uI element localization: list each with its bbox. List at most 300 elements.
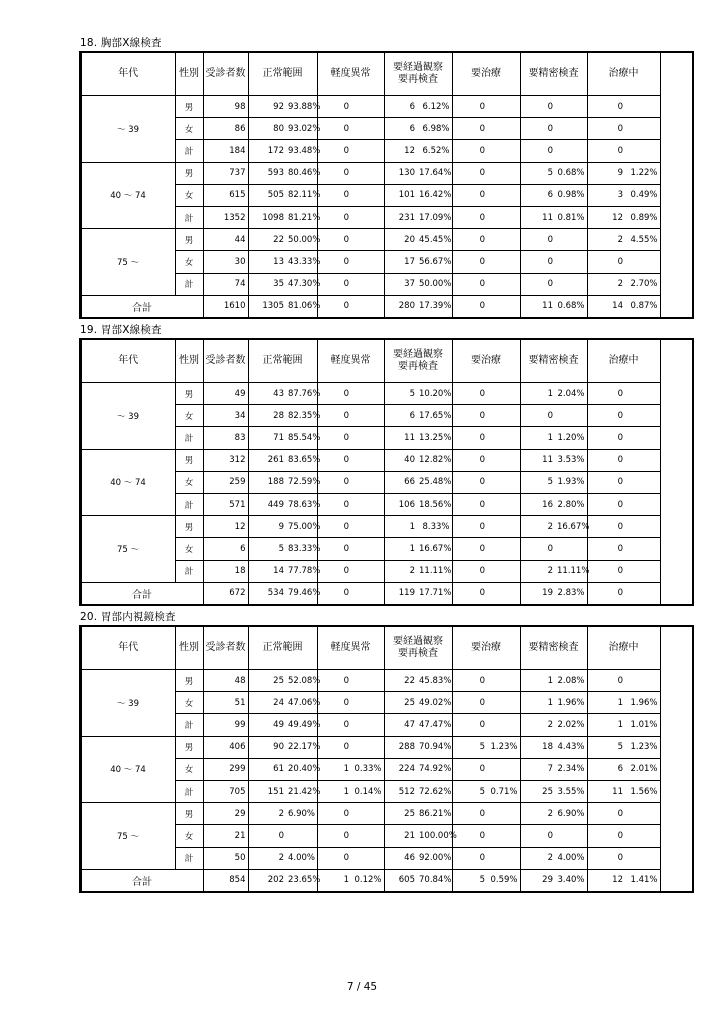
header-row [81, 627, 692, 670]
total-row [81, 869, 692, 891]
sex-cell: 女 [175, 538, 203, 560]
det-count-cell: 2 [520, 516, 555, 538]
normal-percent-cell: 93.88% [286, 96, 317, 118]
mild-count-cell: 0 [317, 692, 351, 714]
treat-percent-cell [487, 118, 520, 140]
total-det-percent-cell: 0.68% [555, 295, 587, 317]
total-normal-percent-cell: 23.65% [286, 869, 317, 891]
normal-count-cell: 2 [248, 847, 286, 869]
sex-cell: 男 [175, 449, 203, 471]
mild-percent-cell [351, 538, 384, 560]
total-label-cell: 合計 [81, 582, 203, 604]
normal-count-cell: 9 [248, 516, 286, 538]
header-observe [384, 53, 452, 96]
under-count-cell: 0 [587, 140, 625, 162]
normal-count-cell: 0 [248, 825, 286, 847]
obs-percent-cell: 18.56% [417, 493, 452, 515]
det-count-cell: 0 [520, 273, 555, 295]
under-count-cell: 2 [587, 229, 625, 251]
normal-count-cell: 35 [248, 273, 286, 295]
treat-count-cell: 0 [452, 560, 487, 582]
header-normal: 正常範囲 [248, 53, 317, 96]
under-percent-cell [625, 825, 660, 847]
obs-percent-cell: 6.98% [417, 118, 452, 140]
normal-percent-cell: 4.00% [286, 847, 317, 869]
mild-percent-cell [351, 847, 384, 869]
det-percent-cell [555, 96, 587, 118]
obs-percent-cell: 12.82% [417, 449, 452, 471]
examinees-cell: 74 [203, 273, 248, 295]
normal-percent-cell: 6.90% [286, 803, 317, 825]
total-mild-percent-cell [351, 582, 384, 604]
total-label-cell: 合計 [81, 869, 203, 891]
examinees-cell: 184 [203, 140, 248, 162]
header-treatment: 要治療 [452, 627, 520, 670]
examinees-cell: 12 [203, 516, 248, 538]
under-percent-cell: 0.89% [625, 206, 660, 228]
treat-percent-cell [487, 229, 520, 251]
treat-count-cell: 0 [452, 383, 487, 405]
age-group-cell: 75 ～ [81, 803, 175, 870]
obs-count-cell: 224 [384, 758, 417, 780]
total-obs-percent-cell: 17.71% [417, 582, 452, 604]
mild-count-cell: 0 [317, 825, 351, 847]
mild-percent-cell [351, 427, 384, 449]
normal-count-cell: 24 [248, 692, 286, 714]
under-percent-cell: 4.55% [625, 229, 660, 251]
obs-count-cell: 40 [384, 449, 417, 471]
mild-percent-cell [351, 692, 384, 714]
det-count-cell: 18 [520, 736, 555, 758]
treat-percent-cell [487, 847, 520, 869]
under-percent-cell: 1.01% [625, 714, 660, 736]
treat-percent-cell [487, 670, 520, 692]
normal-count-cell: 188 [248, 471, 286, 493]
under-percent-cell: 2.01% [625, 758, 660, 780]
under-percent-cell [625, 493, 660, 515]
normal-percent-cell: 47.30% [286, 273, 317, 295]
det-percent-cell: 4.43% [555, 736, 587, 758]
obs-count-cell: 22 [384, 670, 417, 692]
normal-percent-cell: 49.49% [286, 714, 317, 736]
examinees-cell: 48 [203, 670, 248, 692]
results-table [80, 626, 693, 892]
under-percent-cell [625, 803, 660, 825]
obs-percent-cell: 92.00% [417, 847, 452, 869]
det-count-cell: 2 [520, 847, 555, 869]
det-count-cell: 1 [520, 692, 555, 714]
mild-count-cell: 0 [317, 118, 351, 140]
treat-percent-cell [487, 493, 520, 515]
table-row [81, 670, 692, 692]
mild-count-cell: 0 [317, 206, 351, 228]
under-count-cell: 0 [587, 538, 625, 560]
normal-count-cell: 261 [248, 449, 286, 471]
under-count-cell: 0 [587, 427, 625, 449]
obs-percent-cell: 56.67% [417, 251, 452, 273]
treat-percent-cell [487, 471, 520, 493]
examinees-cell: 406 [203, 736, 248, 758]
total-examinees-cell: 854 [203, 869, 248, 891]
sex-cell: 計 [175, 206, 203, 228]
under-percent-cell [625, 471, 660, 493]
treat-percent-cell [487, 383, 520, 405]
header-mild: 軽度異常 [317, 627, 384, 670]
total-treat-count-cell: 5 [452, 869, 487, 891]
total-label-cell: 合計 [81, 295, 203, 317]
header-sex: 性別 [175, 627, 203, 670]
sex-cell: 男 [175, 162, 203, 184]
det-count-cell: 2 [520, 714, 555, 736]
mild-count-cell: 1 [317, 780, 351, 802]
sex-cell: 女 [175, 251, 203, 273]
normal-percent-cell: 21.42% [286, 780, 317, 802]
obs-count-cell: 47 [384, 714, 417, 736]
mild-count-cell: 0 [317, 229, 351, 251]
treat-percent-cell [487, 206, 520, 228]
under-count-cell: 0 [587, 670, 625, 692]
treat-percent-cell [487, 692, 520, 714]
under-percent-cell [625, 516, 660, 538]
treat-percent-cell [487, 714, 520, 736]
mild-percent-cell [351, 162, 384, 184]
under-count-cell: 0 [587, 449, 625, 471]
header-observe [384, 627, 452, 670]
normal-count-cell: 14 [248, 560, 286, 582]
det-percent-cell [555, 825, 587, 847]
under-percent-cell: 0.49% [625, 184, 660, 206]
mild-count-cell: 0 [317, 560, 351, 582]
treat-count-cell: 0 [452, 670, 487, 692]
under-count-cell: 0 [587, 383, 625, 405]
sex-cell: 計 [175, 560, 203, 582]
det-percent-cell: 2.08% [555, 670, 587, 692]
treat-count-cell: 0 [452, 471, 487, 493]
sex-cell: 男 [175, 516, 203, 538]
mild-count-cell: 0 [317, 405, 351, 427]
obs-count-cell: 12 [384, 140, 417, 162]
under-count-cell: 3 [587, 184, 625, 206]
mild-percent-cell [351, 405, 384, 427]
total-mild-percent-cell [351, 295, 384, 317]
under-percent-cell [625, 251, 660, 273]
total-mild-count-cell: 0 [317, 582, 351, 604]
age-group-cell: 40 ～ 74 [81, 449, 175, 516]
mild-percent-cell [351, 206, 384, 228]
total-mild-count-cell: 0 [317, 295, 351, 317]
header-row [81, 340, 692, 383]
under-count-cell: 9 [587, 162, 625, 184]
obs-percent-cell: 45.45% [417, 229, 452, 251]
sex-cell: 女 [175, 758, 203, 780]
mild-count-cell: 0 [317, 383, 351, 405]
table-row [81, 803, 692, 825]
normal-count-cell: 43 [248, 383, 286, 405]
examinees-cell: 705 [203, 780, 248, 802]
header-sex: 性別 [175, 53, 203, 96]
header-observe-line1: 要経過観察 [393, 62, 443, 73]
sex-cell: 女 [175, 692, 203, 714]
obs-count-cell: 2 [384, 560, 417, 582]
normal-percent-cell: 77.78% [286, 560, 317, 582]
treat-count-cell: 0 [452, 96, 487, 118]
treat-count-cell: 0 [452, 118, 487, 140]
treat-percent-cell [487, 825, 520, 847]
examinees-cell: 737 [203, 162, 248, 184]
normal-count-cell: 593 [248, 162, 286, 184]
header-normal: 正常範囲 [248, 340, 317, 383]
obs-percent-cell: 16.67% [417, 538, 452, 560]
under-percent-cell: 1.56% [625, 780, 660, 802]
mild-percent-cell [351, 560, 384, 582]
treat-count-cell: 0 [452, 140, 487, 162]
normal-percent-cell: 50.00% [286, 229, 317, 251]
det-count-cell: 0 [520, 825, 555, 847]
obs-percent-cell: 6.12% [417, 96, 452, 118]
treat-count-cell: 0 [452, 825, 487, 847]
treat-percent-cell: 0.71% [487, 780, 520, 802]
mild-percent-cell [351, 184, 384, 206]
treat-count-cell: 0 [452, 229, 487, 251]
examinees-cell: 83 [203, 427, 248, 449]
obs-count-cell: 231 [384, 206, 417, 228]
total-under-percent-cell [625, 582, 660, 604]
mild-count-cell: 0 [317, 736, 351, 758]
obs-count-cell: 25 [384, 692, 417, 714]
examinees-cell: 29 [203, 803, 248, 825]
mild-percent-cell [351, 471, 384, 493]
mild-percent-cell [351, 118, 384, 140]
total-row [81, 295, 692, 317]
under-percent-cell [625, 560, 660, 582]
det-count-cell: 25 [520, 780, 555, 802]
obs-count-cell: 25 [384, 803, 417, 825]
normal-count-cell: 92 [248, 96, 286, 118]
treat-count-cell: 0 [452, 184, 487, 206]
obs-count-cell: 5 [384, 383, 417, 405]
total-under-percent-cell: 1.41% [625, 869, 660, 891]
examinees-cell: 50 [203, 847, 248, 869]
obs-count-cell: 20 [384, 229, 417, 251]
mild-count-cell: 0 [317, 538, 351, 560]
obs-percent-cell: 16.42% [417, 184, 452, 206]
under-percent-cell [625, 96, 660, 118]
header-detailed: 要精密検査 [520, 53, 587, 96]
sex-cell: 計 [175, 140, 203, 162]
obs-percent-cell: 100.00% [417, 825, 452, 847]
mild-percent-cell [351, 736, 384, 758]
under-count-cell: 0 [587, 516, 625, 538]
obs-count-cell: 1 [384, 516, 417, 538]
header-normal: 正常範囲 [248, 627, 317, 670]
obs-percent-cell: 17.64% [417, 162, 452, 184]
normal-count-cell: 49 [248, 714, 286, 736]
examinees-cell: 49 [203, 383, 248, 405]
header-row [81, 53, 692, 96]
mild-count-cell: 0 [317, 251, 351, 273]
examinees-cell: 571 [203, 493, 248, 515]
examinees-cell: 18 [203, 560, 248, 582]
det-count-cell: 0 [520, 229, 555, 251]
obs-percent-cell: 86.21% [417, 803, 452, 825]
mild-count-cell: 0 [317, 162, 351, 184]
treat-count-cell: 0 [452, 692, 487, 714]
obs-percent-cell: 74.92% [417, 758, 452, 780]
under-percent-cell: 1.22% [625, 162, 660, 184]
under-count-cell: 0 [587, 803, 625, 825]
normal-percent-cell: 80.46% [286, 162, 317, 184]
mild-count-cell: 0 [317, 449, 351, 471]
examinees-cell: 21 [203, 825, 248, 847]
examinees-cell: 98 [203, 96, 248, 118]
mild-count-cell: 0 [317, 714, 351, 736]
obs-count-cell: 11 [384, 427, 417, 449]
sex-cell: 女 [175, 405, 203, 427]
under-count-cell: 1 [587, 692, 625, 714]
normal-percent-cell: 47.06% [286, 692, 317, 714]
det-percent-cell [555, 538, 587, 560]
det-count-cell: 16 [520, 493, 555, 515]
examinees-cell: 312 [203, 449, 248, 471]
det-percent-cell: 0.98% [555, 184, 587, 206]
obs-count-cell: 130 [384, 162, 417, 184]
treat-percent-cell [487, 449, 520, 471]
det-count-cell: 0 [520, 96, 555, 118]
treat-count-cell: 0 [452, 538, 487, 560]
normal-percent-cell: 43.33% [286, 251, 317, 273]
treat-count-cell: 0 [452, 803, 487, 825]
treat-count-cell: 5 [452, 780, 487, 802]
det-percent-cell: 1.93% [555, 471, 587, 493]
header-treatment: 要治療 [452, 340, 520, 383]
det-count-cell: 0 [520, 118, 555, 140]
obs-count-cell: 66 [384, 471, 417, 493]
normal-count-cell: 28 [248, 405, 286, 427]
table-row [81, 96, 692, 118]
obs-percent-cell: 13.25% [417, 427, 452, 449]
obs-count-cell: 6 [384, 96, 417, 118]
det-percent-cell: 2.04% [555, 383, 587, 405]
under-count-cell: 11 [587, 780, 625, 802]
normal-count-cell: 13 [248, 251, 286, 273]
total-normal-percent-cell: 79.46% [286, 582, 317, 604]
obs-count-cell: 101 [384, 184, 417, 206]
mild-percent-cell [351, 251, 384, 273]
treat-percent-cell [487, 162, 520, 184]
under-percent-cell [625, 670, 660, 692]
treat-percent-cell [487, 803, 520, 825]
det-percent-cell: 2.34% [555, 758, 587, 780]
obs-percent-cell: 8.33% [417, 516, 452, 538]
examinees-cell: 615 [203, 184, 248, 206]
header-treatment: 要治療 [452, 53, 520, 96]
mild-percent-cell [351, 449, 384, 471]
sex-cell: 女 [175, 471, 203, 493]
under-percent-cell [625, 383, 660, 405]
det-count-cell: 11 [520, 206, 555, 228]
obs-count-cell: 46 [384, 847, 417, 869]
treat-percent-cell [487, 538, 520, 560]
results-table [80, 52, 693, 318]
obs-count-cell: 512 [384, 780, 417, 802]
treat-percent-cell [487, 427, 520, 449]
sex-cell: 男 [175, 670, 203, 692]
treat-percent-cell [487, 184, 520, 206]
header-mild: 軽度異常 [317, 340, 384, 383]
mild-count-cell: 0 [317, 847, 351, 869]
under-percent-cell [625, 140, 660, 162]
mild-count-cell: 0 [317, 471, 351, 493]
treat-count-cell: 5 [452, 736, 487, 758]
det-count-cell: 0 [520, 140, 555, 162]
under-count-cell: 0 [587, 825, 625, 847]
under-count-cell: 0 [587, 405, 625, 427]
sex-cell: 計 [175, 714, 203, 736]
examinees-cell: 51 [203, 692, 248, 714]
mild-percent-cell [351, 670, 384, 692]
normal-percent-cell: 87.76% [286, 383, 317, 405]
examinees-cell: 44 [203, 229, 248, 251]
header-under-treatment: 治療中 [587, 340, 660, 383]
mild-percent-cell [351, 273, 384, 295]
obs-percent-cell: 10.20% [417, 383, 452, 405]
age-group-cell: 75 ～ [81, 516, 175, 583]
total-treat-count-cell: 0 [452, 295, 487, 317]
det-percent-cell: 0.81% [555, 206, 587, 228]
age-group-cell: ～ 39 [81, 96, 175, 163]
under-count-cell: 1 [587, 714, 625, 736]
normal-percent-cell: 22.17% [286, 736, 317, 758]
normal-count-cell: 25 [248, 670, 286, 692]
header-mild: 軽度異常 [317, 53, 384, 96]
mild-count-cell: 0 [317, 670, 351, 692]
page-number: 7 / 45 [346, 981, 378, 993]
header-observe-line1: 要経過観察 [393, 349, 443, 360]
sex-cell: 男 [175, 736, 203, 758]
normal-count-cell: 80 [248, 118, 286, 140]
det-count-cell: 0 [520, 405, 555, 427]
det-percent-cell: 1.96% [555, 692, 587, 714]
header-under-treatment: 治療中 [587, 627, 660, 670]
det-percent-cell: 16.67% [555, 516, 587, 538]
mild-percent-cell [351, 229, 384, 251]
total-obs-percent-cell: 70.84% [417, 869, 452, 891]
mild-count-cell: 0 [317, 140, 351, 162]
treat-count-cell: 0 [452, 493, 487, 515]
obs-count-cell: 21 [384, 825, 417, 847]
age-group-cell: ～ 39 [81, 383, 175, 450]
obs-count-cell: 37 [384, 273, 417, 295]
under-percent-cell: 2.70% [625, 273, 660, 295]
total-treat-percent-cell [487, 582, 520, 604]
mild-count-cell: 0 [317, 803, 351, 825]
det-percent-cell: 2.02% [555, 714, 587, 736]
header-age: 年代 [81, 53, 175, 96]
normal-count-cell: 505 [248, 184, 286, 206]
obs-percent-cell: 50.00% [417, 273, 452, 295]
normal-count-cell: 90 [248, 736, 286, 758]
obs-percent-cell: 47.47% [417, 714, 452, 736]
table-row [81, 229, 692, 251]
under-count-cell: 0 [587, 471, 625, 493]
mild-count-cell: 0 [317, 516, 351, 538]
under-count-cell: 0 [587, 560, 625, 582]
header-examinees: 受診者数 [203, 340, 248, 383]
det-percent-cell [555, 140, 587, 162]
obs-percent-cell: 45.83% [417, 670, 452, 692]
total-normal-count-cell: 1305 [248, 295, 286, 317]
mild-percent-cell [351, 803, 384, 825]
